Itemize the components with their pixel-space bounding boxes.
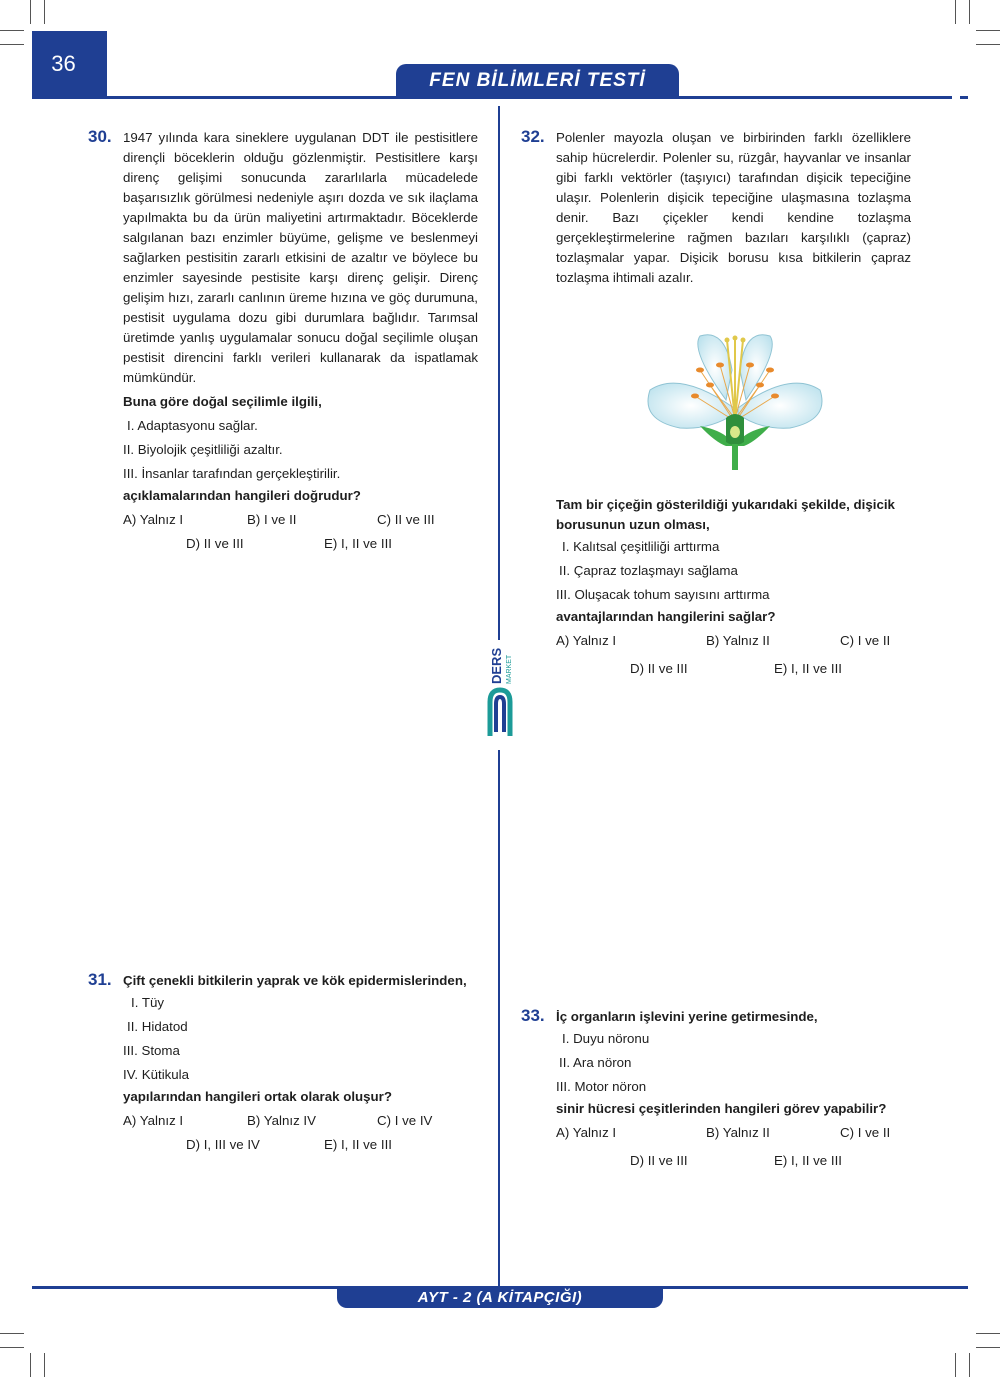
crop-mark (30, 0, 31, 24)
question-number: 31. (88, 970, 112, 989)
crop-mark (30, 1353, 31, 1377)
question-prompt: avantajlarından hangilerini sağlar? (556, 609, 776, 624)
choice-d[interactable]: D) II ve III (186, 536, 244, 551)
choice-a[interactable]: A) Yalnız I (556, 633, 617, 648)
list-item: IV. Kütikula (123, 1067, 190, 1082)
answer-choices (556, 1123, 916, 1147)
choice-d[interactable]: D) II ve III (630, 661, 688, 676)
choice-c[interactable]: C) I ve II (840, 1125, 891, 1140)
choice-e[interactable]: E) I, II ve III (774, 661, 842, 676)
choice-e[interactable]: E) I, II ve III (324, 536, 392, 551)
page-number: 36 (32, 31, 107, 97)
question-prompt: yapılarından hangileri ortak olarak oluşur? (123, 1089, 392, 1104)
question-number: 32. (521, 127, 545, 146)
logo-text-market: MARKET (506, 654, 513, 684)
choice-a[interactable]: A) Yalnız I (556, 1125, 617, 1140)
question-31 (123, 971, 483, 1159)
list-item: II. Hidatod (127, 1019, 188, 1034)
list-item: II. Ara nöron (559, 1055, 632, 1070)
crop-mark (976, 1347, 1000, 1348)
choice-d[interactable]: D) I, III ve IV (186, 1137, 260, 1152)
item-list (556, 1027, 916, 1099)
list-item: II. Biyolojik çeşitliliği azaltır. (123, 442, 283, 457)
crop-mark (44, 1353, 45, 1377)
list-item: III. İnsanlar tarafından gerçekleştirilir. (123, 466, 341, 481)
crop-mark (955, 1353, 956, 1377)
answer-choices (123, 1111, 483, 1135)
answer-choices (123, 534, 478, 558)
question-stem: İç organların işlevini yerine getirmesinde, (556, 1009, 818, 1024)
question-prompt: sinir hücresi çeşitlerinden hangileri görev yapabilir? (556, 1101, 887, 1116)
question-number: 30. (88, 127, 112, 146)
question-33 (556, 1007, 916, 1175)
answer-choices (123, 510, 478, 534)
choice-e[interactable]: E) I, II ve III (774, 1153, 842, 1168)
choice-c[interactable]: C) I ve IV (377, 1113, 433, 1128)
list-item: I. Duyu nöronu (562, 1031, 650, 1046)
flower-diagram (640, 330, 830, 470)
header-rule-tip (960, 96, 968, 99)
list-item: III. Motor nöron (556, 1079, 647, 1094)
crop-mark (0, 44, 24, 45)
ders-market-logo-icon (484, 640, 516, 750)
list-item: II. Çapraz tozlaşmayı sağlama (559, 563, 738, 578)
choice-c[interactable]: C) II ve III (377, 512, 435, 527)
crop-mark (0, 1333, 24, 1334)
crop-mark (955, 0, 956, 24)
crop-mark (0, 1347, 24, 1348)
choice-b[interactable]: B) Yalnız II (706, 1125, 770, 1140)
list-item: I. Adaptasyonu sağlar. (127, 418, 258, 433)
crop-mark (969, 1353, 970, 1377)
choice-a[interactable]: A) Yalnız I (123, 512, 184, 527)
question-body: Polenler mayozla oluşan ve birbirinden farklı özelliklere sahip hücrelerdir. Polenler su, rüzgâr, hayvanlar ve insanlar gibi farklı vektörler (taşıyıcı) tarafından dişicik tepeciğine ulaşır. Polenlerin dişicik tepeciğine ulaşmasına tozlaşma denir. Bazı çiçekler kendi kendine tozlaşma gerçekleştirmelerine rağmen bazıları karşılıklı (çapraz) tozlaşmalar yapar. Dişicik borusu kısa bitkilerin çapraz tozlaşma ihtimali azalır. (556, 130, 911, 285)
choice-b[interactable]: B) Yalnız II (706, 633, 770, 648)
answer-choices (123, 1135, 483, 1159)
ders-market-logo (484, 640, 516, 750)
logo-text-ders: DERS (489, 647, 504, 684)
choice-b[interactable]: B) I ve II (247, 512, 297, 527)
choice-b[interactable]: B) Yalnız IV (247, 1113, 316, 1128)
question-body: 1947 yılında kara sineklere uygulanan DDT ile pestisitlere dirençli böceklerin olduğu gözlenmiştir. Pestisitlere karşı direnç gelişimi sonucunda zararlılarla mücadelede başarısızlık görülmesi nedeniyle aşırı dozda ve sık ilaçlama yapılmakta bu da ürün maliyetini artırmaktadır. Böceklerde salgılanan bazı enzimler büyüme, gelişme ve beslenmeyi sağlarken pestisitin zararlı etkisini de azaltır ve böylece bu enzimler sayesinde pestisite karşı direnç gelişir. Direnç gelişim hızı, zararlı canlının üreme hızına ve göç durumuna, pestisit uygulama dozu gibi durumlara bağlıdır. Tarımsal üretimde yanlış uygulamalar sonucu doğal seçilimle oluşan pestisit direncini farklı verileri kullanarak da ispatlamak mümkündür. (123, 130, 478, 385)
list-item: III. Stoma (123, 1043, 180, 1058)
list-item: I. Tüy (131, 995, 165, 1010)
question-stem: Buna göre doğal seçilimle ilgili, (123, 394, 322, 409)
crop-mark (0, 30, 24, 31)
crop-mark (969, 0, 970, 24)
question-32 (556, 128, 911, 288)
footer-title: AYT - 2 (A KİTAPÇIĞI) (337, 1286, 663, 1308)
item-list (556, 535, 916, 607)
question-number: 33. (521, 1006, 545, 1025)
item-list (123, 991, 483, 1087)
list-item: I. Kalıtsal çeşitliliği arttırma (562, 539, 720, 554)
question-prompt: açıklamalarından hangileri doğrudur? (123, 488, 361, 503)
flower-figure (640, 330, 830, 470)
crop-mark (976, 30, 1000, 31)
question-30 (123, 128, 478, 558)
choice-a[interactable]: A) Yalnız I (123, 1113, 184, 1128)
question-32-stem (556, 495, 916, 683)
choice-e[interactable]: E) I, II ve III (324, 1137, 392, 1152)
list-item: III. Oluşacak tohum sayısını arttırma (556, 587, 770, 602)
question-stem: Tam bir çiçeğin gösterildiği yukarıdaki şekilde, dişicik borusunun uzun olması, (556, 497, 895, 532)
choice-c[interactable]: C) I ve II (840, 633, 891, 648)
item-list (123, 414, 478, 486)
answer-choices (556, 631, 916, 655)
header-title: FEN BİLİMLERİ TESTİ (396, 64, 679, 98)
crop-mark (44, 0, 45, 24)
answer-choices (556, 1151, 916, 1175)
crop-mark (976, 44, 1000, 45)
answer-choices (556, 659, 916, 683)
question-stem: Çift çenekli bitkilerin yaprak ve kök epidermislerinden, (123, 973, 467, 988)
choice-d[interactable]: D) II ve III (630, 1153, 688, 1168)
crop-mark (976, 1333, 1000, 1334)
